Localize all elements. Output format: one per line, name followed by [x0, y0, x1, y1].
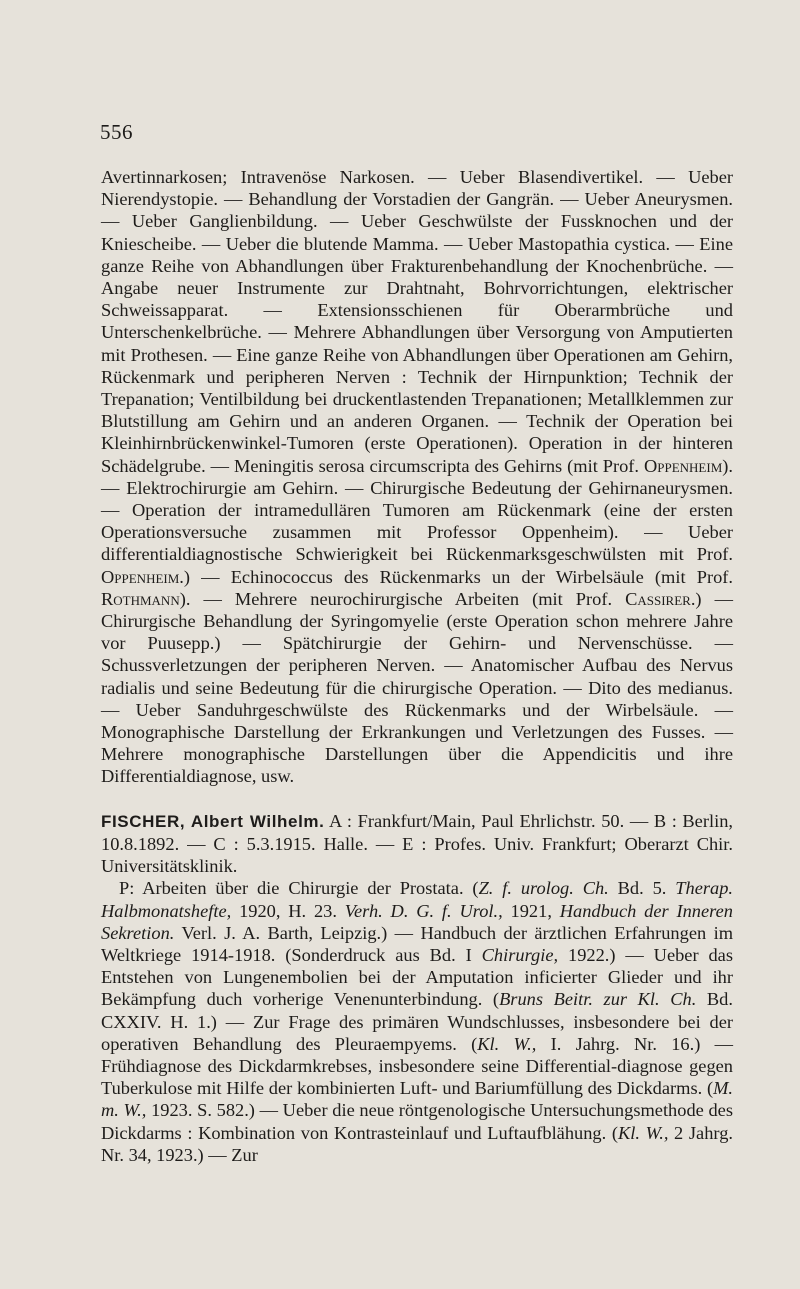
text-it: Bruns Beitr. zur Kl. Ch. — [499, 989, 697, 1010]
text-run: A : Frankfurt/Main, Paul Ehrlichstr. 50. — B : Berlin, 10.8.1892. — C : 5.3.1915. Halle. — E : Profes. Univ. Frankfurt; Oberarzt Chir. Universitätsklinik. — [101, 810, 733, 877]
page-content — [101, 166, 733, 1166]
text-run: 2 Jahrg. Nr. 34, 1923.) — Zur — [101, 1122, 733, 1165]
text-run: 1923. S. 582.) — Ueber die neue röntgenologische Untersuchungsmethode des Dickdarms : Kombination von Kontrasteinlauf und Luftaufblähung. ( — [101, 1100, 733, 1143]
text-run: ). — Elektrochirurgie am Gehirn. — Chirurgische Bedeutung der Gehirnaneurysmen. — Operation der intramedullären Tumoren am Rückenmark (eine der ersten Operationsversuche zusammen mit Professor Oppenheim). — Ueber differentialdiagnostische Schwierigkeit bei Rückenmarksgeschwülsten mit Prof. — [101, 455, 733, 565]
entry-heading-fischer — [101, 810, 733, 878]
entry-publications-fischer — [101, 877, 733, 1166]
text-run: .) — Echinococcus des Rückenmarks un der Wirbelsäule (mit Prof. — [179, 566, 733, 587]
text-it: Z. f. urolog. Ch. — [478, 878, 609, 899]
text-sc: Rothmann — [101, 588, 180, 609]
text-sc: Cassirer — [625, 588, 691, 609]
text-it: Handbuch der Inneren Sekretion. — [101, 900, 733, 943]
text-head: FISCHER, Albert Wilhelm. — [101, 811, 325, 831]
text-it: Chirurgie, — [481, 944, 559, 965]
paragraph-continuation — [101, 166, 733, 788]
text-run: .) — Chirurgische Behandlung der Syringomyelie (erste Operation schon mehrere Jahre vor Puusepp.) — Spätchirurgie der Gehirn- und Nervenschüsse. — Schussverletzungen der peripheren Nerven. — Anatomischer Aufbau des Nervus radialis und seine Bedeutung für die chirurgische Operation. — Dito des medianus. — Ueber Sanduhrgeschwülste des Rückenmarks und der Wirbelsäule. — Monographische Darstellung der Erkrankungen und Verletzungen des Fusses. — Mehrere monographische Darstellungen über die Appendicitis und ihre Differentialdiagnose, usw. — [101, 588, 733, 787]
text-it: Therap. Halbmonatshefte, — [101, 878, 733, 921]
text-sc: Oppenheim — [101, 566, 180, 587]
text-run: ). — Mehrere neurochirurgische Arbeiten (mit Prof. — [179, 588, 626, 609]
text-it: Kl. W., — [477, 1033, 537, 1054]
text-run: I. Jahrg. Nr. 16.) — Frühdiagnose des Dickdarmkrebses, insbesondere seine Differential-diagnose gegen Tuberkulose mit Hilfe der kombinierten Luft- und Bariumfüllung des Dickdarms. ( — [101, 1033, 733, 1099]
text-run: Bd. CXXIV. H. 1.) — Zur Frage des primären Wundschlusses, insbesondere bei der operativen Behandlung des Pleuraempyems. ( — [101, 989, 733, 1054]
text-run: Bd. 5. — [608, 878, 676, 899]
text-it: M. m. W., — [101, 1078, 733, 1121]
text-run: Avertinnarkosen; Intravenöse Narkosen. — Ueber Blasendivertikel. — Ueber Nierendystopie. — Behandlung der Vorstadien der Gangrän. — Ueber Aneurysmen. — Ueber Ganglienbildung. — Ueber Geschwülste der Fussknochen und der Kniescheibe. — Ueber die blutende Mamma. — Ueber Mastopathia cystica. — Eine ganze Reihe von Abhandlungen über Frakturenbehandlung der Knochenbrüche. — Angabe neuer Instrumente zur Drahtnaht, Bohrvorrichtungen, elektrischer Schweissapparat. — Extensionsschienen für Oberarmbrüche und Unterschenkelbrüche. — Mehrere Abhandlungen über Versorgung von Amputierten mit Prothesen. — Eine ganze Reihe von Abhandlungen über Operationen am Gehirn, Rückenmark und peripheren Nerven : Technik der Hirnpunktion; Technik der Trepanation; Ventilbildung bei druckentlastenden Trepanationen; Metallklemmen zur Blutstillung am Gehirn und an anderen Organen. — Technik der Operation bei Kleinhirnbrückenwinkel-Tumoren (erste Operationen). Operation in der hinteren Schädelgrube. — Meningitis serosa circumscripta des Gehirns (mit Prof. — [101, 167, 733, 476]
text-run: Verl. J. A. Barth, Leipzig.) — Handbuch der ärztlichen Erfahrungen im Weltkriege 1914-1918. (Sonderdruck aus Bd. I — [101, 922, 733, 965]
page-number: 556 — [100, 120, 133, 144]
text-run: 1922.) — Ueber das Entstehen von Lungenembolien bei der Amputation inficierter Glieder und ihr Bekämpfung duch vorherige Venenunterbindung. ( — [101, 944, 733, 1010]
text-run: P: Arbeiten über die Chirurgie der Prostata. ( — [119, 878, 479, 899]
text-sc: Oppenheim — [643, 455, 723, 476]
text-run: 1921, — [502, 900, 560, 921]
text-it: Kl. W., — [617, 1122, 669, 1143]
text-it: Verh. D. G. f. Urol., — [344, 900, 503, 921]
text-run: 1920, H. 23. — [231, 900, 345, 921]
